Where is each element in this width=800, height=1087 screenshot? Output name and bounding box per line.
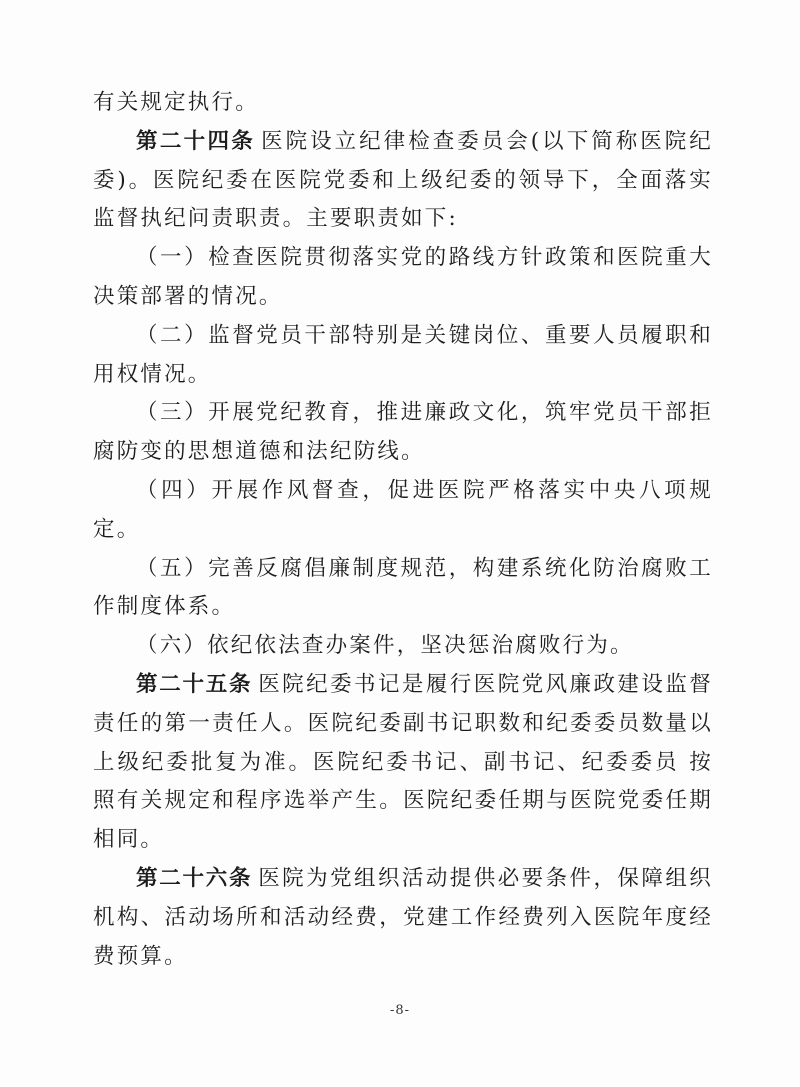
- article-number: 第二十五条: [136, 671, 253, 697]
- continuation-paragraph: 有关规定执行。: [93, 90, 259, 115]
- article-26-paragraph: [93, 860, 713, 976]
- duty-item: （一）检查医院贯彻落实党的路线方针政策和医院重大决策部署的情况。: [93, 245, 713, 309]
- duty-item: （二）监督党员干部特别是关键岗位、重要人员履职和用权情况。: [93, 322, 713, 387]
- article-number: 第二十六条: [136, 865, 253, 891]
- article-24-paragraph: [93, 123, 713, 239]
- document-body: [93, 84, 713, 976]
- article-text: 医院纪委书记是履行医院党风廉政建设监督责任的第一责任人。医院纪委副书记职数和纪委委员数量以上级纪委批复为准。医院纪委书记、副书记、纪委委员 按照有关规定和程序选举产生。医院纪委任期与医院党委任期相同。: [93, 671, 713, 853]
- duty-item: （三）开展党纪教育，推进廉政文化，筑牢党员干部拒腐防变的思想道德和法纪防线。: [93, 400, 713, 465]
- article-number: 第二十四条: [136, 128, 256, 154]
- page-number: -8-: [389, 1003, 411, 1018]
- duty-item: （四）开展作风督查，促进医院严格落实中央八项规定。: [93, 477, 713, 542]
- article-25-paragraph: [93, 666, 713, 860]
- duty-item: （六）依纪依法查办案件，坚决惩治腐败行为。: [136, 633, 634, 659]
- duty-item: （五）完善反腐倡廉制度规范，构建系统化防治腐败工作制度体系。: [93, 555, 713, 620]
- article-text: 医院为党组织活动提供必要条件，保障组织机构、活动场所和活动经费，党建工作经费列入医院年度经费预算。: [93, 865, 713, 969]
- article-text: 医院设立纪律检查委员会(以下简称医院纪委)。医院纪委在医院党委和上级纪委的领导下，全面落实监督执纪问责职责。主要职责如下:: [93, 128, 713, 232]
